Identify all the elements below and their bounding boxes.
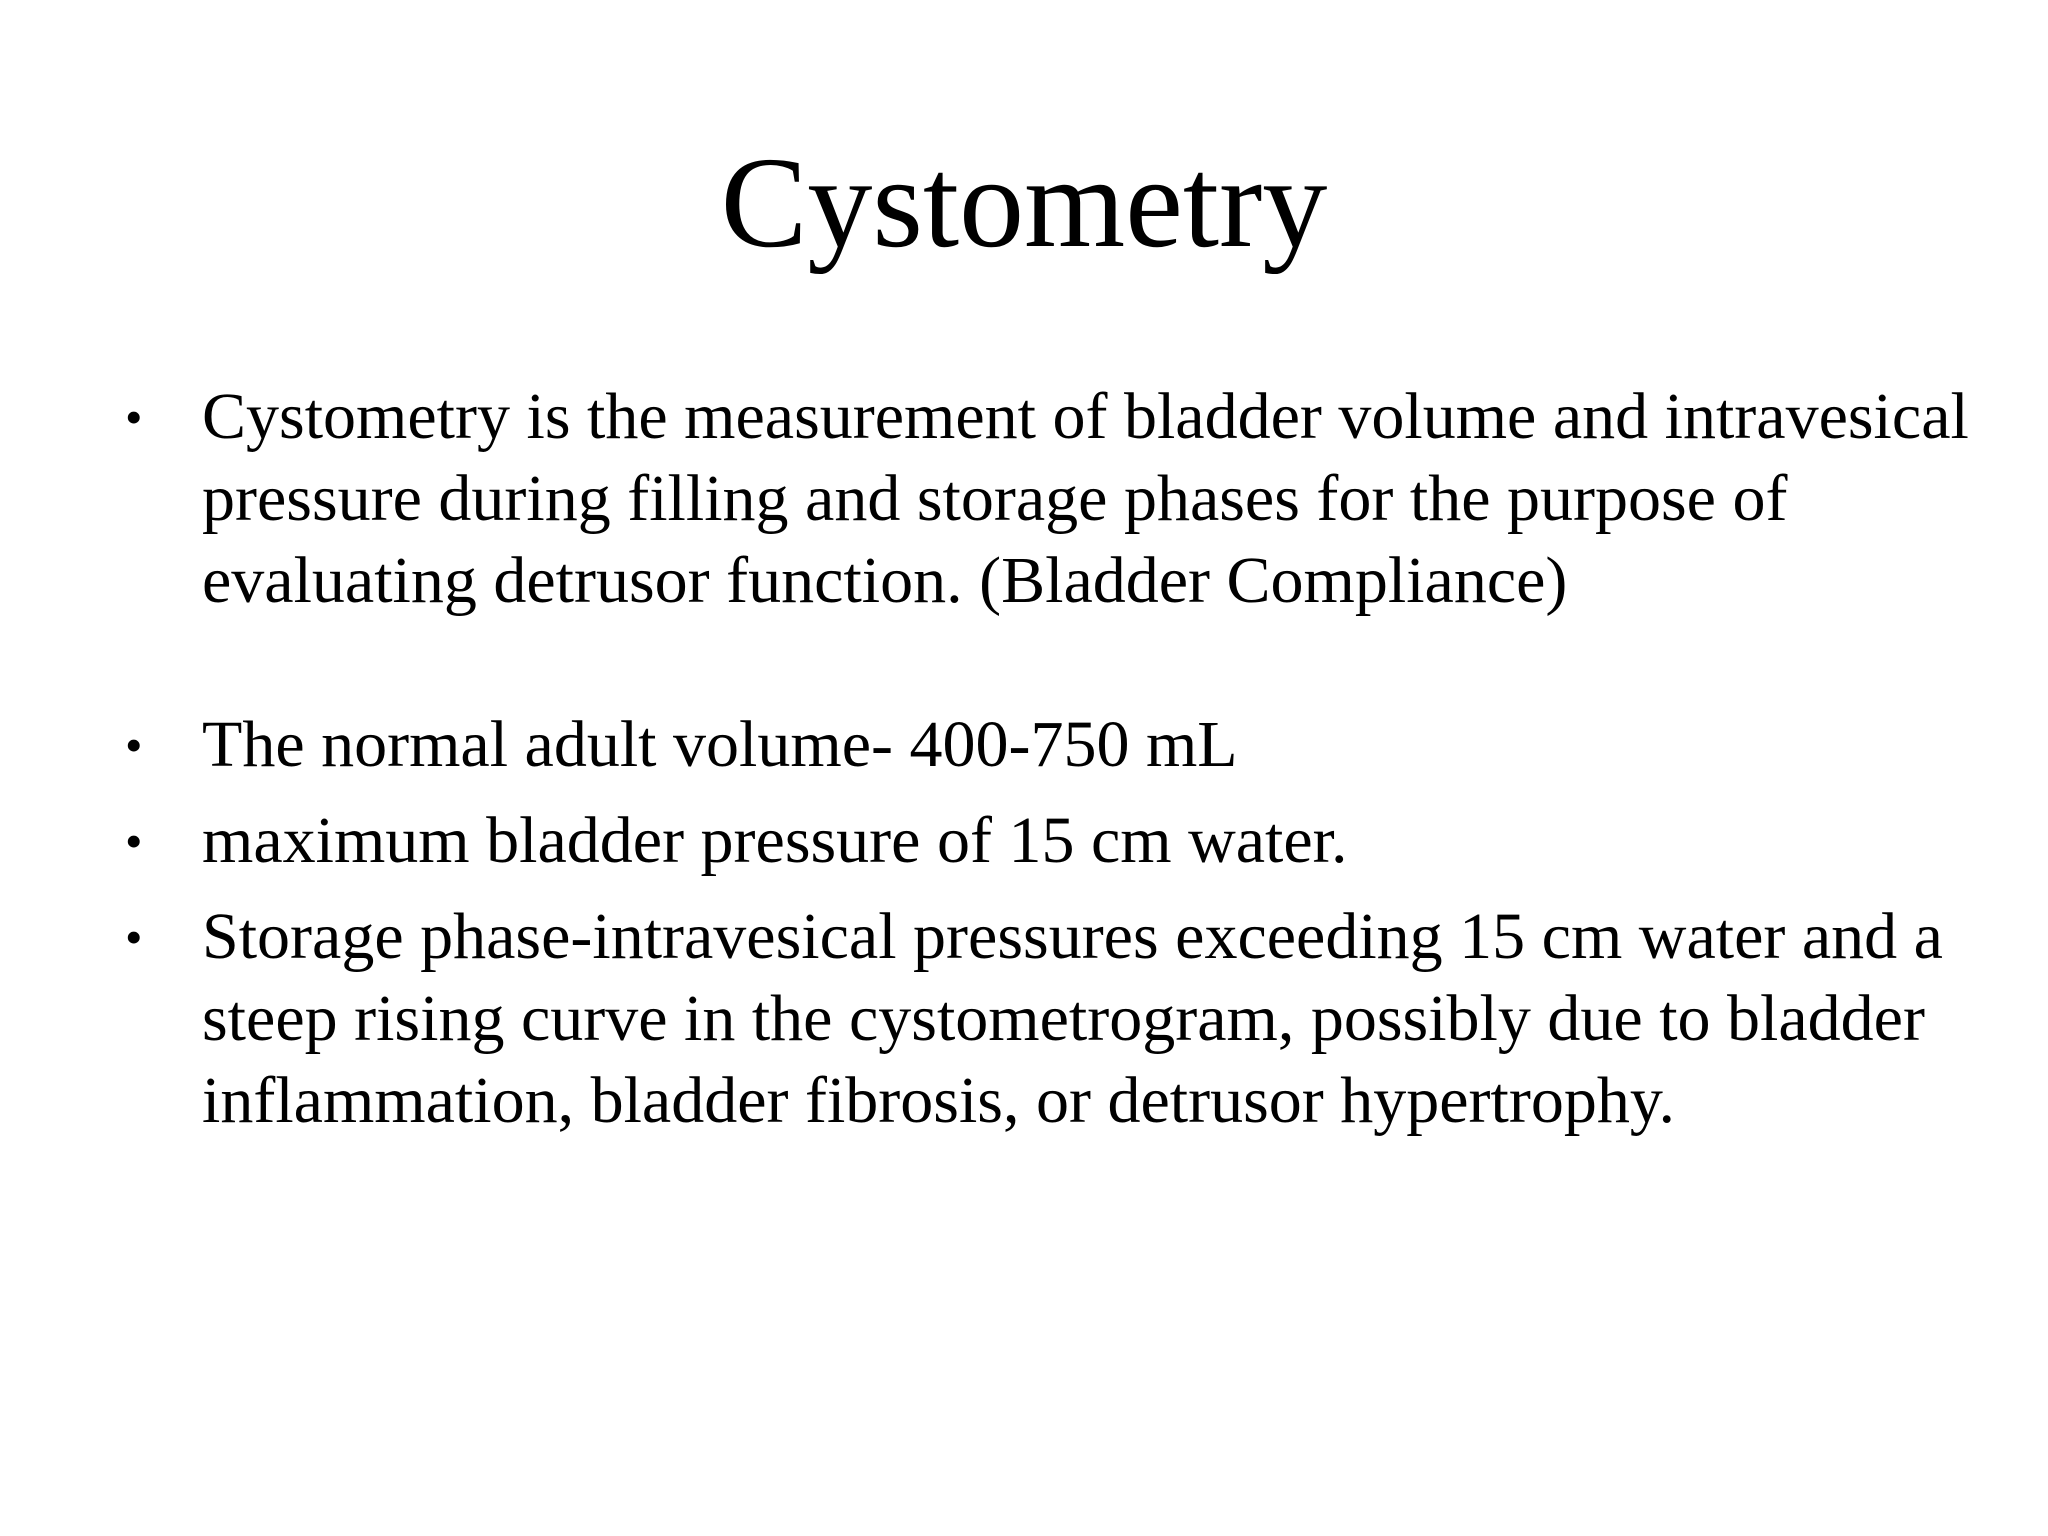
slide-title: Cystometry (720, 131, 1328, 275)
bullet-icon: • (125, 909, 143, 965)
bullet-item-max-pressure (120, 800, 1980, 882)
bullet-item-definition (120, 376, 1980, 622)
bullet-text: Cystometry is the measurement of bladder volume and intravesical pressure during filling and storage phases for the purpose of evaluating detrusor function. (Bladder Compliance) (202, 380, 1969, 617)
bullet-list (120, 376, 1980, 1142)
bullet-item-normal-volume (120, 704, 1980, 786)
bullet-item-storage-phase (120, 896, 1980, 1142)
bullet-icon: • (125, 389, 143, 445)
bullet-text: Storage phase-intravesical pressures exceeding 15 cm water and a steep rising curve in the cystometrogram, possibly due to bladder inflammation, bladder fibrosis, or detrusor hypertrophy. (202, 900, 1943, 1137)
bullet-icon: • (125, 717, 143, 773)
bullet-icon: • (125, 813, 143, 869)
bullet-text: The normal adult volume- 400-750 mL (202, 708, 1238, 781)
bullet-text: maximum bladder pressure of 15 cm water. (202, 804, 1348, 877)
